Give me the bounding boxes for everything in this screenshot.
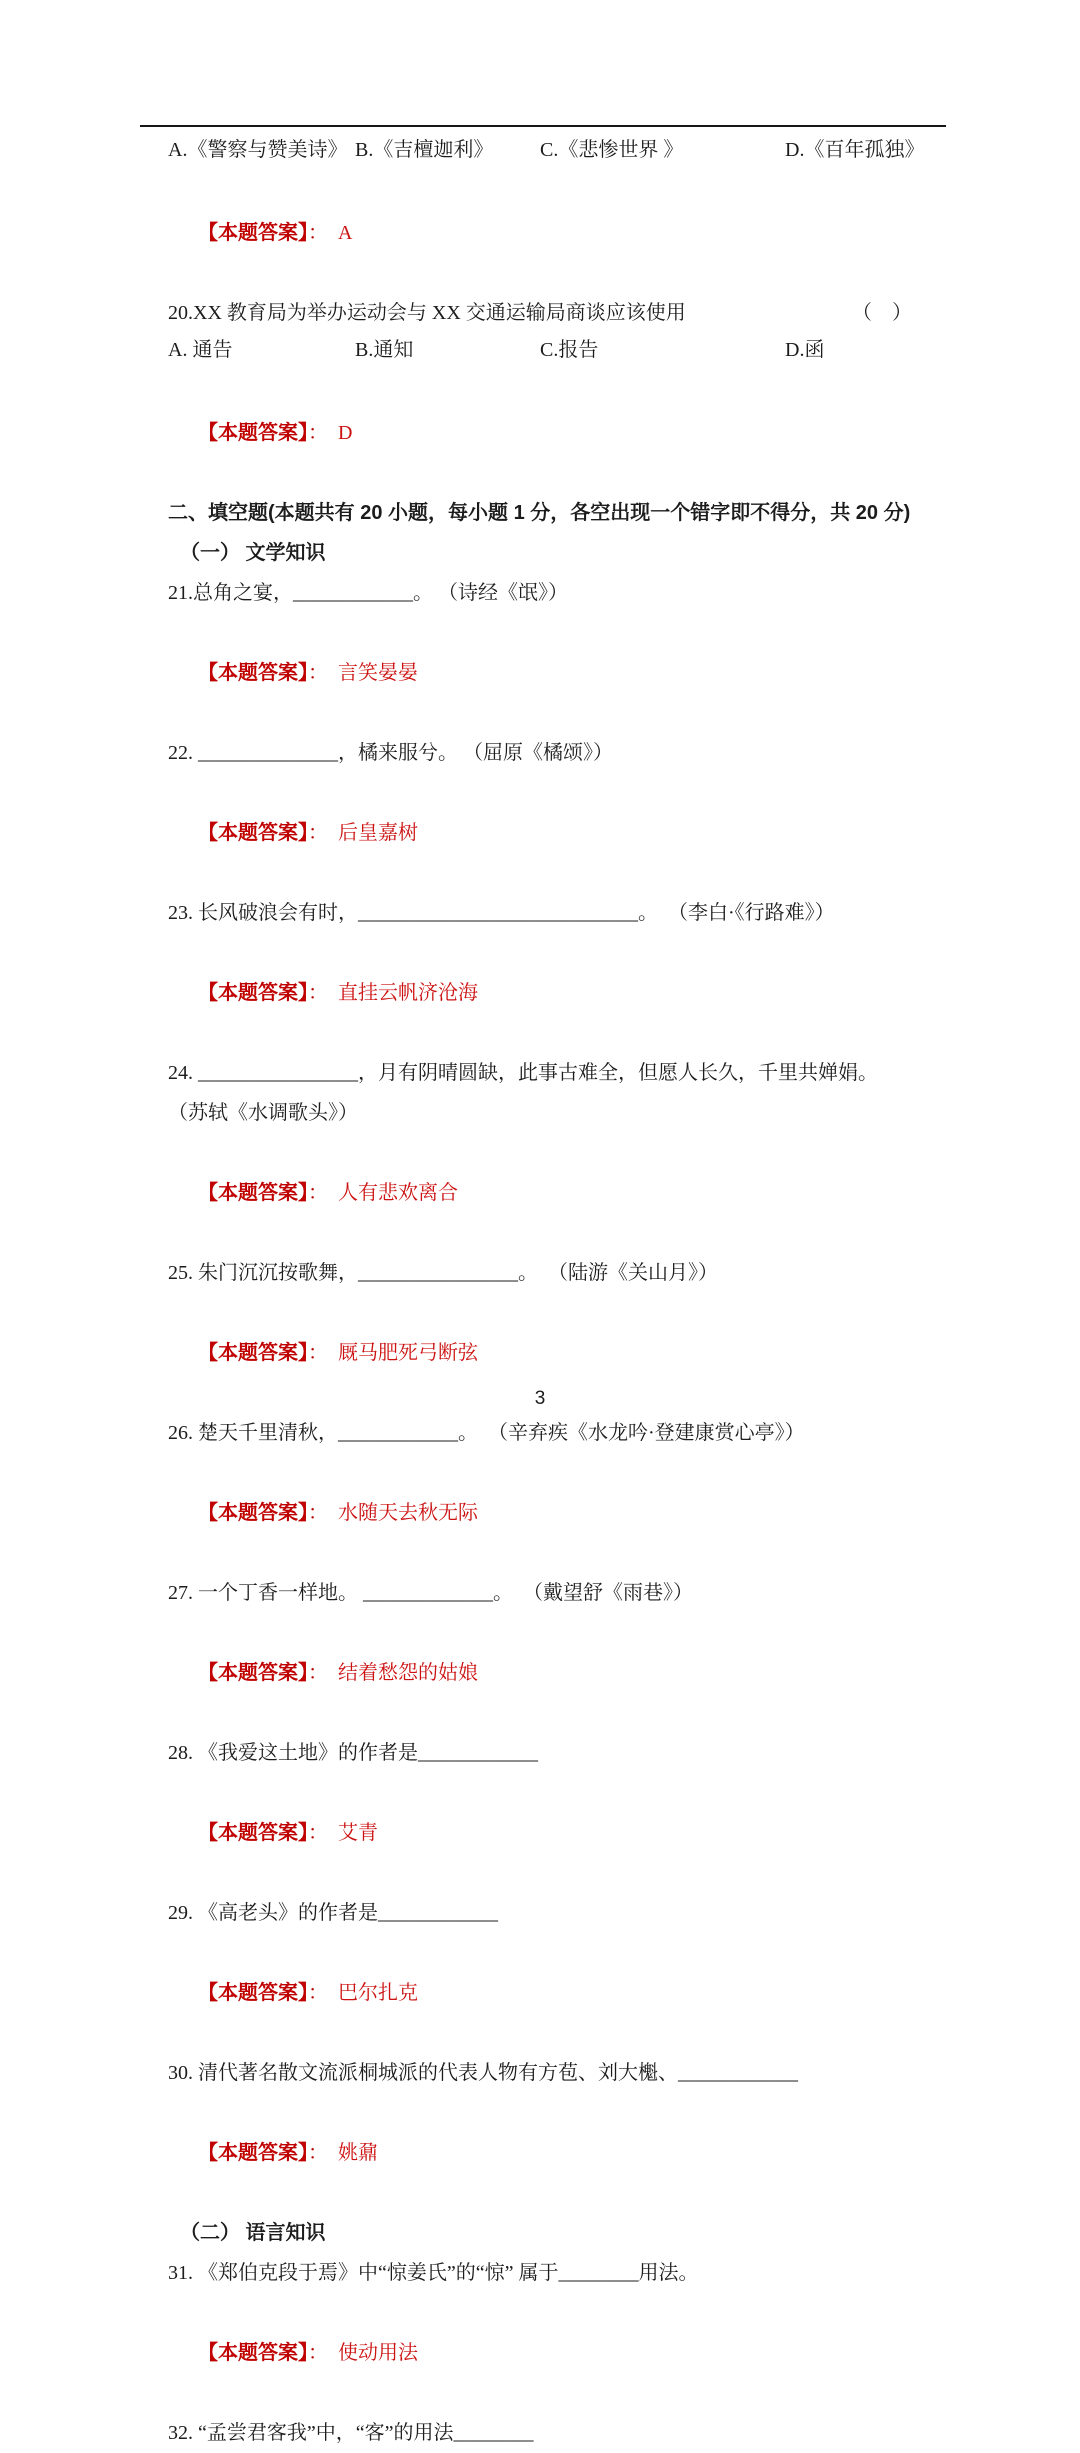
q27-answer-value: 结着愁怨的姑娘 xyxy=(338,1662,478,1684)
q20-question-text: 20.XX 教育局为举办运动会与 XX 交通运输局商谈应该使用 xyxy=(168,302,686,324)
q20-option-b: B.通知 xyxy=(355,339,414,361)
q24-question-text: 24. ________________，月有阴晴圆缺，此事古难全，但愿人长久，千里共婵娟。 （苏轼《水调歌头》） xyxy=(168,1062,883,1124)
q19-option-b: B.《吉檀迦利》 xyxy=(355,139,494,161)
section-fill-heading: 二、填空题(本题共有 20 小题，每小题 1 分，各空出现一个错字即不得分，共 20 分) xyxy=(168,502,911,524)
q19-answer-line xyxy=(168,173,912,293)
answer-separator: ： xyxy=(308,1182,338,1204)
q31-answer-value: 使动用法 xyxy=(338,2342,418,2364)
q19-option-a: A.《警察与赞美诗》 xyxy=(168,139,348,161)
answer-separator: ： xyxy=(308,1982,338,2004)
q27-answer-line xyxy=(168,1613,912,1733)
answer-separator: ： xyxy=(308,982,338,1004)
q19-option-c: C.《悲惨世界 》 xyxy=(540,139,684,161)
q23-answer-line xyxy=(168,933,912,1053)
subsection-language-heading: （二） 语言知识 xyxy=(180,2222,326,2244)
answer-separator: ： xyxy=(308,1662,338,1684)
q20-answer-value: D xyxy=(338,422,353,444)
answer-label: 【本题答案】 xyxy=(198,222,308,244)
q24-answer-line xyxy=(168,1133,912,1253)
q22-question-text: 22. ______________，橘来服兮。 （屈原《橘颂》） xyxy=(168,742,613,764)
q23-question-text: 23. 长风破浪会有时，____________________________。 （李白·《行路难》） xyxy=(168,902,835,924)
answer-label: 【本题答案】 xyxy=(198,822,308,844)
q20-option-c: C.报告 xyxy=(540,339,599,361)
q29-answer-line xyxy=(168,1933,912,2053)
subsection-literature-heading: （一） 文学知识 xyxy=(180,542,326,564)
q31-answer-line xyxy=(168,2293,912,2413)
q26-question-text: 26. 楚天千里清秋，____________。 （辛弃疾《水龙吟·登建康赏心亭》） xyxy=(168,1422,805,1444)
answer-label: 【本题答案】 xyxy=(198,1502,308,1524)
answer-separator: ： xyxy=(308,1342,338,1364)
q20-answer-line xyxy=(168,373,912,493)
q20-option-d: D.函 xyxy=(785,339,825,361)
exam-content xyxy=(168,125,925,2453)
q31-question-text: 31. 《郑伯克段于焉》中“惊姜氏”的“惊” 属于________用法。 xyxy=(168,2262,699,2284)
q28-answer-value: 艾青 xyxy=(338,1822,378,1844)
q28-answer-line xyxy=(168,1773,912,1893)
q21-question-text: 21.总角之宴，____________。 （诗经《氓》） xyxy=(168,582,568,604)
q23-answer-value: 直挂云帆济沧海 xyxy=(338,982,478,1004)
answer-separator: ： xyxy=(308,2142,338,2164)
page-number: 3 xyxy=(534,1388,546,1409)
q26-answer-line xyxy=(168,1453,912,1573)
q20-answer-bracket: （ ） xyxy=(852,302,912,324)
q26-answer-value: 水随天去秋无际 xyxy=(338,1502,478,1524)
answer-separator: ： xyxy=(308,1822,338,1844)
answer-separator: ： xyxy=(308,662,338,684)
answer-label: 【本题答案】 xyxy=(198,982,308,1004)
q25-question-text: 25. 朱门沉沉按歌舞，________________。 （陆游《关山月》） xyxy=(168,1262,718,1284)
q29-answer-value: 巴尔扎克 xyxy=(338,1982,418,2004)
header-rule xyxy=(140,125,946,127)
q19-option-d: D.《百年孤独》 xyxy=(785,139,925,161)
answer-label: 【本题答案】 xyxy=(198,1342,308,1364)
q30-answer-line xyxy=(168,2093,912,2213)
q30-question-text: 30. 清代著名散文流派桐城派的代表人物有方苞、刘大櫆、____________ xyxy=(168,2062,798,2084)
q20-options-row xyxy=(168,333,912,373)
answer-separator: ： xyxy=(308,822,338,844)
answer-label: 【本题答案】 xyxy=(198,662,308,684)
q22-answer-line xyxy=(168,773,912,893)
q21-answer-line xyxy=(168,613,912,733)
answer-label: 【本题答案】 xyxy=(198,1662,308,1684)
answer-label: 【本题答案】 xyxy=(198,1982,308,2004)
q21-answer-value: 言笑晏晏 xyxy=(338,662,418,684)
q20-option-a: A. 通告 xyxy=(168,339,233,361)
q24-answer-value: 人有悲欢离合 xyxy=(338,1182,458,1204)
q20-question-line xyxy=(168,293,912,333)
q25-answer-value: 厩马肥死弓断弦 xyxy=(338,1342,478,1364)
q22-answer-value: 后皇嘉树 xyxy=(338,822,418,844)
answer-label: 【本题答案】 xyxy=(198,1182,308,1204)
q27-question-text: 27. 一个丁香一样地。 _____________。 （戴望舒《雨巷》） xyxy=(168,1582,693,1604)
answer-label: 【本题答案】 xyxy=(198,1822,308,1844)
q19-answer-value: A xyxy=(338,222,353,244)
answer-separator: ： xyxy=(308,2342,338,2364)
q30-answer-value: 姚鼐 xyxy=(338,2142,378,2164)
q29-question-text: 29. 《高老头》的作者是____________ xyxy=(168,1902,498,1924)
answer-label: 【本题答案】 xyxy=(198,2342,308,2364)
answer-separator: ： xyxy=(308,422,338,444)
q32-question-text: 32. “孟尝君客我”中，“客”的用法________ xyxy=(168,2422,534,2444)
answer-label: 【本题答案】 xyxy=(198,2142,308,2164)
answer-label: 【本题答案】 xyxy=(198,422,308,444)
answer-separator: ： xyxy=(308,222,338,244)
q19-options-row xyxy=(168,133,925,173)
q28-question-text: 28. 《我爱这土地》的作者是____________ xyxy=(168,1742,538,1764)
answer-separator: ： xyxy=(308,1502,338,1524)
